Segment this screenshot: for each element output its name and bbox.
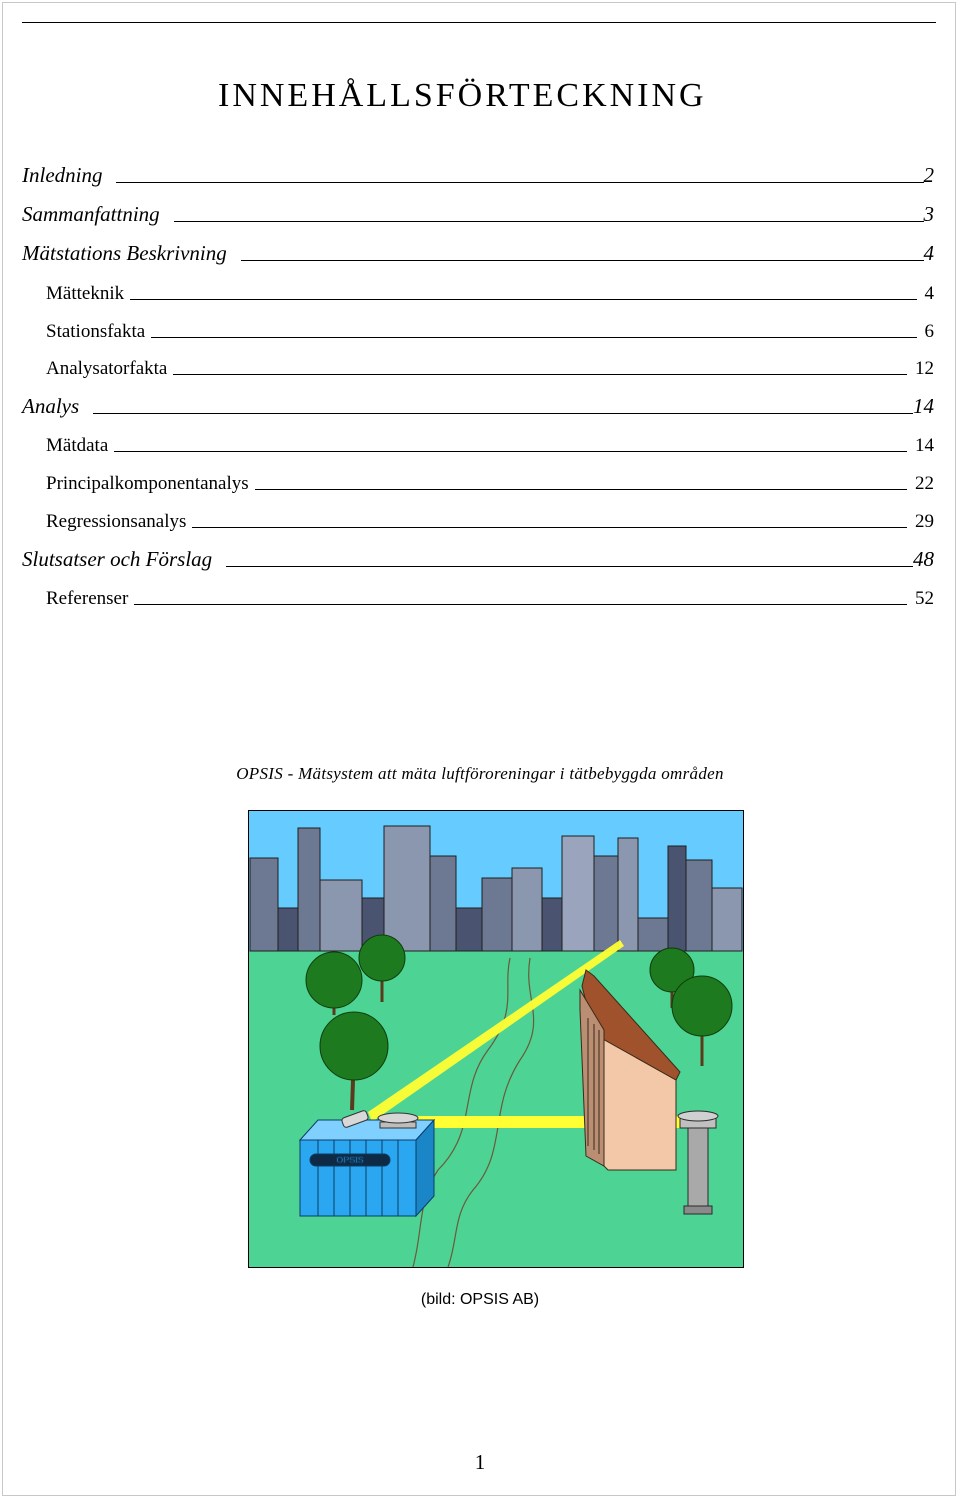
- skyscraper: [712, 888, 742, 951]
- opsis-illustration: [248, 810, 744, 1268]
- toc-leader-line: [93, 413, 913, 414]
- toc-entry-page: 12: [915, 358, 934, 379]
- toc-leader-line: [241, 260, 924, 261]
- page-number: 1: [474, 1450, 486, 1474]
- skyscraper: [456, 908, 482, 951]
- toc-entry-label: Regressionsanalys: [46, 511, 187, 532]
- toc-leader-line: [151, 337, 916, 338]
- toc-leader-line: [134, 604, 907, 605]
- skyscraper: [594, 856, 618, 951]
- toc-entry-slutsatser[interactable]: [22, 544, 934, 572]
- skyscraper: [250, 858, 278, 951]
- skyscraper: [562, 836, 594, 951]
- skyscraper: [482, 878, 512, 951]
- toc-leader-line: [255, 489, 907, 490]
- toc-entry-label: Mätstations Beskrivning: [22, 241, 227, 265]
- toc-entry-matteknik[interactable]: [46, 279, 934, 305]
- toc-entry-page: 14: [913, 394, 934, 418]
- receiver-dish: [378, 1113, 418, 1128]
- cabinet-label: OPSIS: [336, 1155, 364, 1165]
- toc-entry-analys[interactable]: [22, 391, 934, 419]
- skyscraper: [384, 826, 430, 951]
- header-rule: [22, 22, 936, 23]
- toc-entry-page: 4: [923, 241, 934, 265]
- toc-entry-label: Mätteknik: [46, 283, 125, 304]
- toc-leader-line: [192, 527, 907, 528]
- skyscraper: [278, 908, 300, 951]
- skyscraper: [668, 846, 686, 951]
- page-title: INNEHÅLLSFÖRTECKNING: [218, 76, 707, 114]
- toc-entry-page: 29: [915, 511, 934, 532]
- skyscraper: [512, 868, 542, 951]
- toc-entry-page: 14: [915, 435, 934, 456]
- toc-entry-matstations-beskrivning[interactable]: [22, 238, 934, 266]
- toc-entry-label: Analys: [22, 394, 80, 418]
- toc-entry-page: 22: [915, 473, 934, 494]
- toc-leader-line: [116, 182, 923, 183]
- toc-entry-analysatorfakta[interactable]: [46, 354, 934, 380]
- figure-credit: (bild: OPSIS AB): [420, 1291, 540, 1308]
- toc-entry-page: 6: [924, 321, 934, 342]
- toc-entry-label: Stationsfakta: [46, 321, 146, 342]
- toc-entry-label: Analysatorfakta: [46, 358, 168, 379]
- skyscraper: [298, 828, 320, 951]
- toc-entry-page: 3: [923, 202, 934, 226]
- toc-entry-label: Principalkomponentanalys: [46, 473, 249, 494]
- toc-leader-line: [226, 566, 913, 567]
- toc-entry-label: Slutsatser och Förslag: [22, 547, 213, 571]
- skyscraper: [618, 838, 638, 951]
- toc-leader-line: [174, 221, 924, 222]
- skyscraper: [686, 860, 712, 951]
- toc-entry-referenser[interactable]: [46, 584, 934, 610]
- toc-entry-page: 2: [923, 163, 934, 187]
- toc-leader-line: [173, 374, 907, 375]
- skyscraper: [430, 856, 456, 951]
- toc-entry-stationsfakta[interactable]: [46, 317, 934, 343]
- toc-entry-page: 48: [913, 547, 934, 571]
- toc-leader-line: [130, 299, 916, 300]
- toc-entry-label: Mätdata: [46, 435, 109, 456]
- skyscraper: [542, 898, 562, 951]
- opsis-analyzer-cabinet: [300, 1120, 434, 1216]
- skyscraper: [638, 918, 668, 951]
- figure-caption: OPSIS - Mätsystem att mäta luftföroreningar i tätbebyggda områden: [236, 764, 724, 783]
- toc-entry-label: Inledning: [22, 163, 103, 187]
- toc-entry-regressionsanalys[interactable]: [46, 507, 934, 533]
- toc-entry-principalkomponentanalys[interactable]: [46, 469, 934, 495]
- toc-entry-page: 4: [924, 283, 934, 304]
- toc-entry-inledning[interactable]: [22, 160, 934, 188]
- toc-leader-line: [114, 451, 907, 452]
- toc-entry-label: Sammanfattning: [22, 202, 160, 226]
- toc-entry-matdata[interactable]: [46, 431, 934, 457]
- toc-entry-sammanfattning[interactable]: [22, 199, 934, 227]
- toc-entry-label: Referenser: [46, 588, 129, 609]
- skyscraper: [320, 880, 362, 951]
- toc-entry-page: 52: [915, 588, 934, 609]
